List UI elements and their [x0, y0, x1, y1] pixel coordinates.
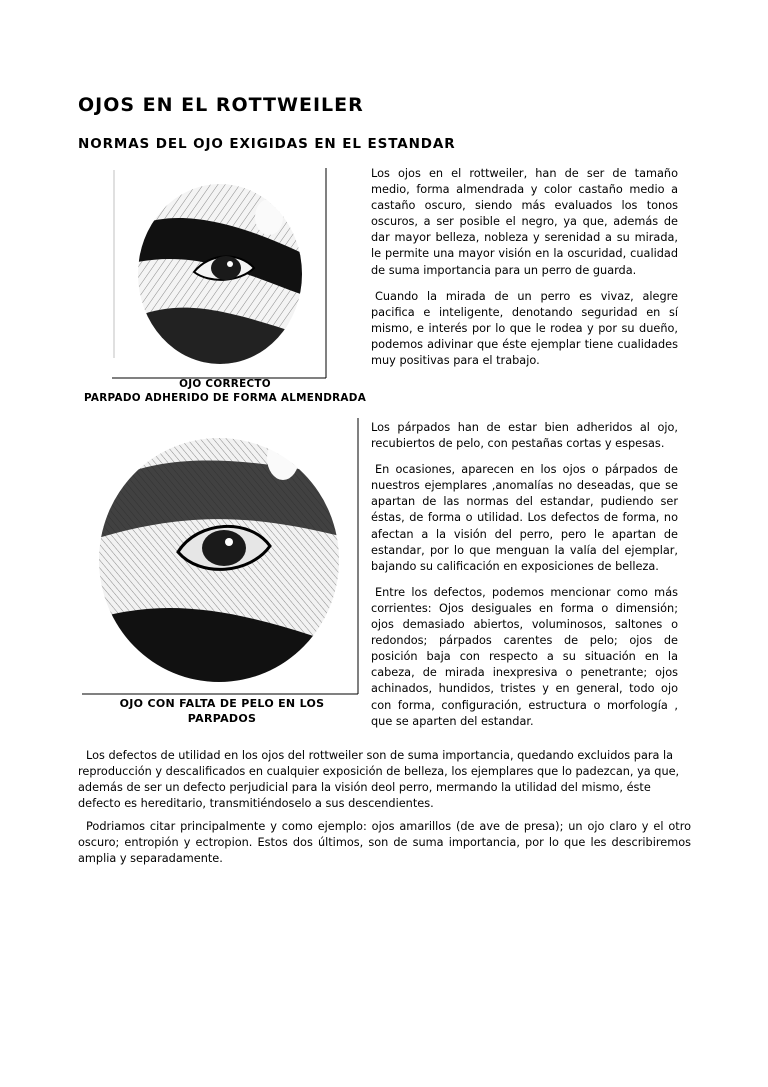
text-column-standard	[371, 166, 678, 379]
figure-correct-eye-caption	[80, 378, 370, 405]
paragraph-examples: Podriamos citar principalmente y como ejemplo: ojos amarillos (de ave de presa); un ojo claro y el otro oscuro; entropión y ectropion. Estos dos últimos, son de suma importancia, por lo que les describiremos amplia y separadamente.	[78, 820, 691, 866]
page-subtitle: NORMAS DEL OJO EXIGIDAS EN EL ESTANDAR	[78, 136, 456, 152]
figure-hairless-eyelid-caption	[108, 697, 336, 726]
paragraph: Los ojos en el rottweiler, han de ser de tamaño medio, forma almendrada y color castaño medio a castaño oscuro, siendo más evaluados los tonos oscuros, a ser posible el negro, ya que, además de dar mayor belleza, nobleza y serenidad a su mirada, le permite una mayor visión en la oscuridad, cualidad de suma importancia para un perro de guarda.	[371, 167, 678, 277]
caption-line: OJO CORRECTO	[179, 378, 271, 390]
figure-hairless-eyelid	[78, 418, 363, 698]
paragraph: Entre los defectos, podemos mencionar como más corrientes: Ojos desiguales en forma o dimensión; ojos demasiado abiertos, voluminosos, saltones o redondos; párpados carentes de pelo; ojos de posición baja con respecto a su situación en la cabeza, de mirada inexpresiva o penetrante; ojos achinados, hundidos, tristes y en general, todo ojo con forma, configuración, estructura o morfología , que se aparten del estandar.	[371, 585, 678, 728]
paragraph: En ocasiones, aparecen en los ojos o párpados de nuestros ejemplares ,anomalías no deseadas, que se apartan de las normas del estandar, pudiendo ser éstas, de forma o utilidad. Los defectos de forma, no afectan a la visión del perro, pero le apartan de estandar, por lo que menguan la valía del ejemplar, bajando su calificación en exposiciones de belleza.	[371, 463, 678, 573]
text-column-eyelids	[371, 420, 678, 740]
paragraph-utility-defects: Los defectos de utilidad en los ojos del rottweiler son de suma importancia, quedando excluidos para la reproducción y descalificados en cualquier exposición de belleza, los ejemplares que lo padezcan, ya que, además de ser un defecto perjudicial para la visión deol perro, mermando la utilidad del mismo, éste defecto es hereditario, transmitiéndoselo a sus descendientes.	[78, 749, 680, 811]
caption-line: PARPADO ADHERIDO DE FORMA ALMENDRADA	[83, 391, 367, 404]
paragraph: Cuando la mirada de un perro es vivaz, alegre pacifica e inteligente, denotando seguridad en sí mismo, e interés por lo que le rodea y por su dueño, podemos adivinar que éste ejemplar tiene cualidades muy positivas para el trabajo.	[371, 289, 678, 368]
caption-line: PARPADOS	[187, 711, 257, 725]
caption-line: OJO CON FALTA DE PELO EN LOS	[119, 697, 325, 710]
page-title: OJOS EN EL ROTTWEILER	[78, 94, 364, 116]
paragraph: Los párpados han de estar bien adheridos al ojo, recubiertos de pelo, con pestañas cortas y espesas.	[371, 421, 678, 451]
figure-correct-eye	[112, 168, 332, 380]
